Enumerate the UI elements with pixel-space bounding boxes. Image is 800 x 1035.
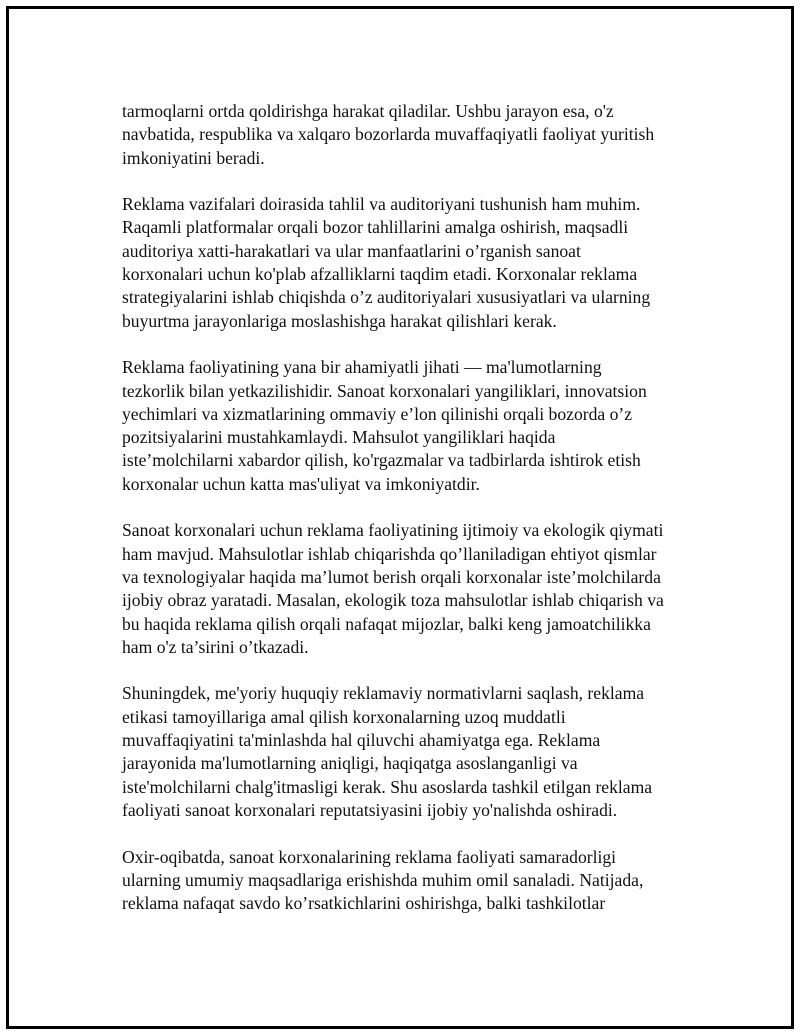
paragraph-3: Reklama faoliyatining yana bir ahamiyatli jihati — ma'lumotlarning tezkorlik bilan yetkazilishidir. Sanoat korxonalari yangiliklari, innovatsion yechimlari va xizmatlarining ommaviy e’lon qilinishi orqali bozorda o’z pozitsiyalarini mustahkamlaydi. Mahsulot yangiliklari haqida iste’molchilarni xabardor qilish, ko'rgazmalar va tadbirlarda ishtirok etish korxonalar uchun katta mas'uliyat va imkoniyatdir. xyxy=(122,357,647,494)
paragraph-5: Shuningdek, me'yoriy huquqiy reklamaviy normativlarni saqlash, reklama etikasi tamoyillariga amal qilish korxonalarning uzoq muddatli muvaffaqiyatini ta'minlashda hal qiluvchi ahamiyatga ega. Reklama jarayonida ma'lumotlarning aniqligi, haqiqatga asoslanganligi va iste'molchilarni chalg'itmasligi kerak. Shu asoslarda tashkil etilgan reklama faoliyati sanoat korxonalari reputatsiyasini ijobiy yo'nalishda oshiradi. xyxy=(122,683,653,820)
document-body xyxy=(122,100,712,915)
paragraph-4: Sanoat korxonalari uchun reklama faoliyatining ijtimoiy va ekologik qiymati ham mavjud. Mahsulotlar ishlab chiqarishda qo’llaniladigan ehtiyot qismlar va texnologiyalar haqida ma’lumot berish orqali korxonalar iste’molchilarda ijobiy obraz yaratadi. Masalan, ekologik toza mahsulotlar ishlab chiqarish va bu haqida reklama qilish orqali nafaqat mijozlar, balki keng jamoatchilikka ham o'z ta’sirini o’tkazadi. xyxy=(122,520,664,657)
paragraph-6: Oxir-oqibatda, sanoat korxonalarining reklama faoliyati samaradorligi ularning umumiy maqsadlariga erishishda muhim omil sanaladi. Natijada, reklama nafaqat savdo ko’rsatkichlarini oshirishga, balki tashkilotlar xyxy=(122,846,644,914)
paragraph-1: tarmoqlarni ortda qoldirishga harakat qiladilar. Ushbu jarayon esa, o'z navbatida, respublika va xalqaro bozorlarda muvaffaqiyatli faoliyat yuritish imkoniyatini beradi. xyxy=(122,101,655,168)
paragraph-2: Reklama vazifalari doirasida tahlil va auditoriyani tushunish ham muhim. Raqamli platformalar orqali bozor tahlillarini amalga oshirish, maqsadli auditoriya xatti-harakatlari va ular manfaatlarini o’rganish sanoat korxonalari uchun ko'plab afzalliklarni taqdim etadi. Korxonalar reklama strategiyalarini ishlab chiqishda o’z auditoriyalari xususiyatlari va ularning buyurtma jarayonlariga moslashishga harakat qilishlari kerak. xyxy=(122,194,651,331)
page-frame xyxy=(6,6,794,1029)
